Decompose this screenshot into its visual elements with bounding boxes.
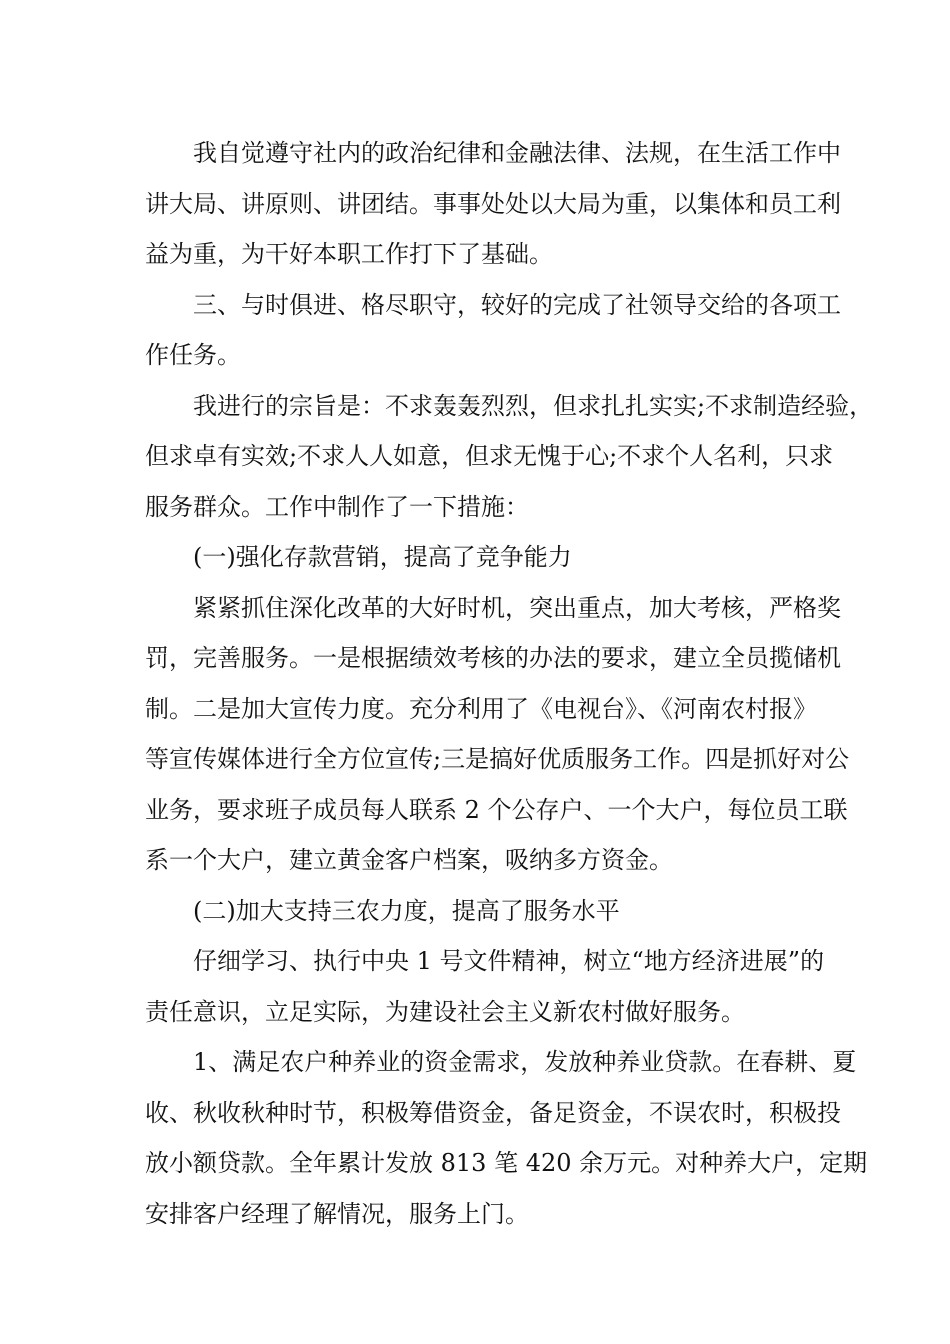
- text-line: 我进行的宗旨是：不求轰轰烈烈，但求扎扎实实;不求制造经验，: [193, 391, 874, 420]
- text-line: 等宣传媒体进行全方位宣传;三是搞好优质服务工作。四是抓好对公: [145, 745, 850, 773]
- text-line: 罚，完善服务。一是根据绩效考核的办法的要求，建立全员揽储机: [145, 644, 841, 672]
- section-heading-2: [145, 886, 815, 937]
- text-line: 我自觉遵守社内的政治纪律和金融法律、法规，在生活工作中: [193, 139, 841, 167]
- text-line: 安排客户经理了解情况，服务上门。: [145, 1199, 529, 1228]
- text-line: 放小额贷款。全年累计发放 813 笔 420 余万元。对种养大户，定期: [145, 1149, 868, 1177]
- paragraph-2: [145, 280, 841, 381]
- paragraph-6: [145, 1037, 868, 1239]
- text-line: 1、满足农户种养业的资金需求，发放种养业贷款。在春耕、夏: [193, 1048, 857, 1076]
- text-line: (二)加大支持三农力度，提高了服务水平: [193, 896, 620, 925]
- text-line: (一)强化存款营销，提高了竞争能力: [193, 543, 572, 571]
- text-line: 三、与时俱进、格尽职守，较好的完成了社领导交给的各项工: [193, 290, 841, 319]
- text-line: 讲大局、讲原则、讲团结。事事处处以大局为重，以集体和员工利: [145, 189, 841, 218]
- section-heading-1: [145, 532, 815, 583]
- text-line: 益为重，为干好本职工作打下了基础。: [145, 240, 553, 268]
- text-line: 责任意识，立足实际，为建设社会主义新农村做好服务。: [145, 997, 745, 1026]
- text-line: 但求卓有实效;不求人人如意，但求无愧于心;不求个人名利，只求: [145, 442, 834, 470]
- paragraph-4: [145, 583, 850, 886]
- text-line: 制。二是加大宣传力度。充分利用了《电视台》、《河南农村报》: [145, 694, 817, 723]
- paragraph-5: [145, 936, 825, 1037]
- text-line: 系一个大户，建立黄金客户档案，吸纳多方资金。: [145, 846, 673, 874]
- text-line: 仔细学习、执行中央 1 号文件精神，树立“地方经济进展”的: [193, 947, 825, 975]
- text-line: 业务，要求班子成员每人联系 2 个公存户、一个大户，每位员工联: [145, 795, 848, 824]
- text-line: 服务群众。工作中制作了一下措施：: [145, 492, 529, 521]
- document-body: [145, 128, 874, 1239]
- text-line: 收、秋收秋种时节，积极筹借资金，备足资金，不误农时，积极投: [145, 1098, 841, 1127]
- text-line: 作任务。: [145, 341, 241, 369]
- paragraph-3: [145, 381, 874, 533]
- text-line: 紧紧抓住深化改革的大好时机，突出重点，加大考核，严格奖: [193, 593, 841, 622]
- paragraph-1: [145, 128, 841, 280]
